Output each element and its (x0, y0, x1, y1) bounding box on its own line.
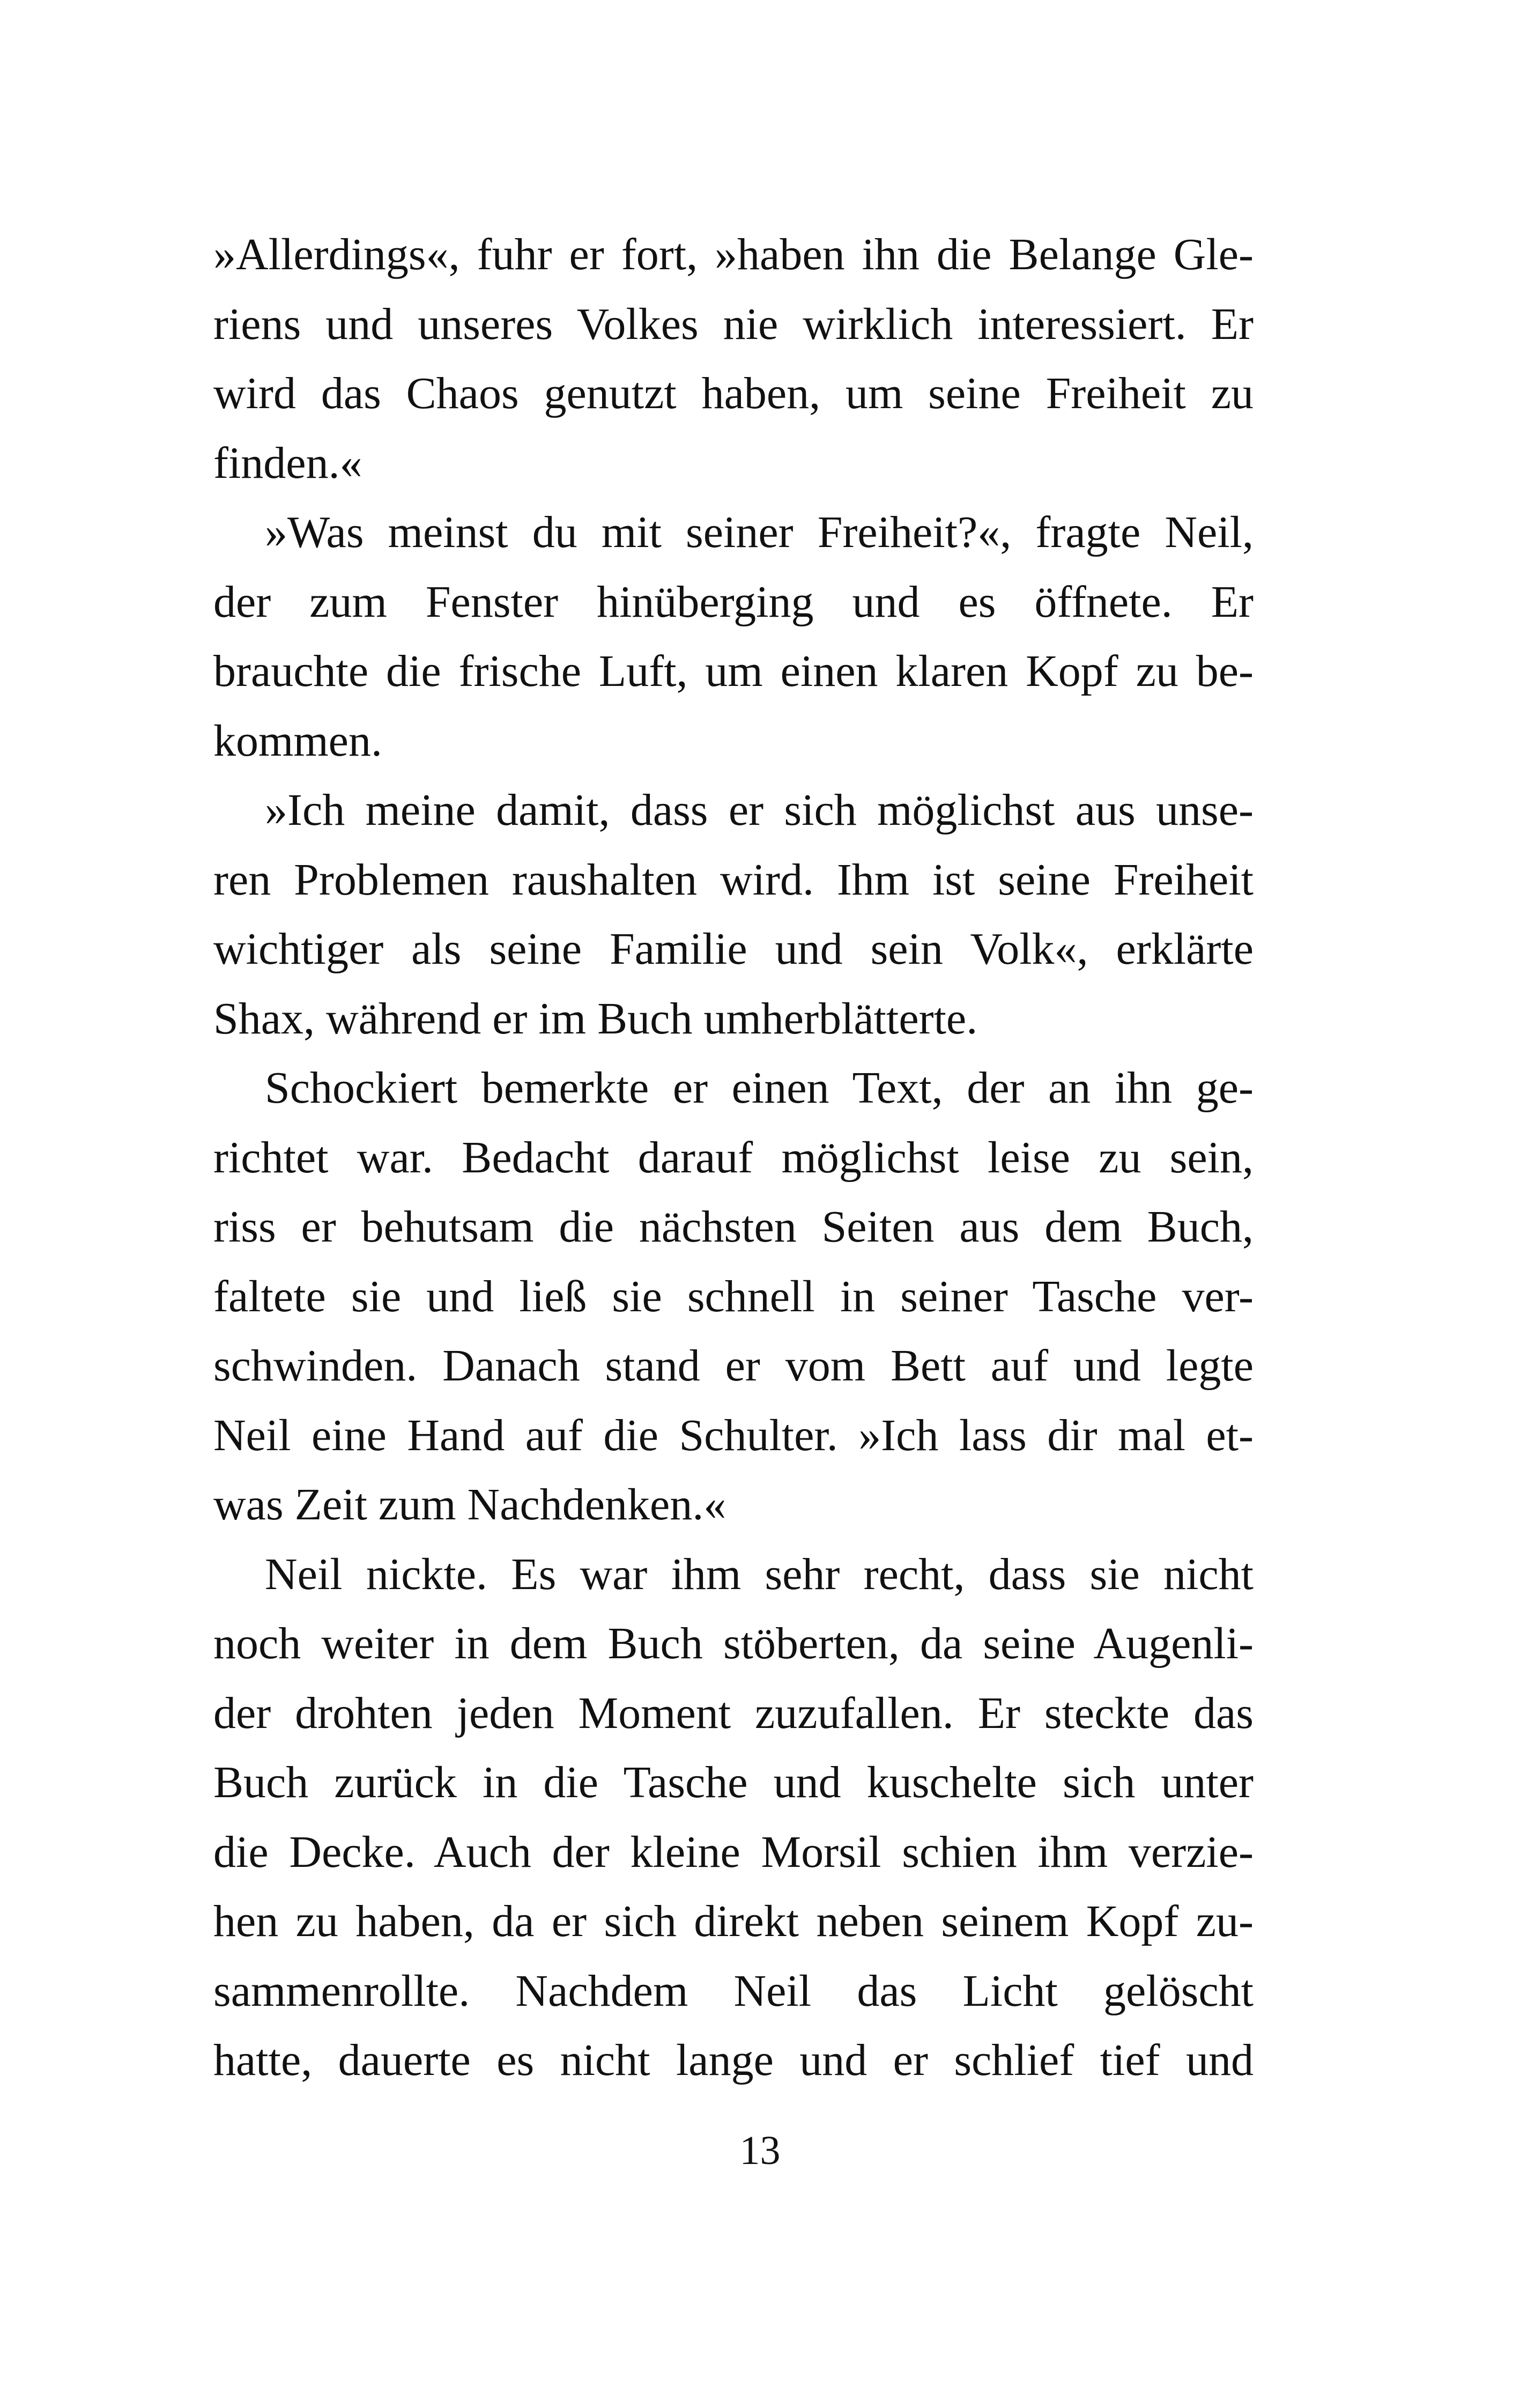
text-line: riens und unseres Volkes nie wirklich interessiert. Er (213, 299, 1254, 349)
text-line: richtet war. Bedacht darauf möglichst leise zu sein, (213, 1132, 1254, 1183)
text-line: »Allerdings«, fuhr er fort, »haben ihn die Belange Gle- (213, 230, 1254, 279)
text-line: faltete sie und ließ sie schnell in seiner Tasche ver- (213, 1271, 1254, 1321)
text-line: Buch zurück in die Tasche und kuschelte sich unter (213, 1757, 1254, 1807)
text-line: schwinden. Danach stand er vom Bett auf und legte (213, 1341, 1254, 1391)
text-line: sammenrollte. Nachdem Neil das Licht gelöscht (213, 1966, 1254, 2016)
text-line: Neil nickte. Es war ihm sehr recht, dass sie nicht (265, 1549, 1254, 1599)
text-line: der zum Fenster hinüberging und es öffnete. Er (213, 577, 1254, 627)
text-line: wichtiger als seine Familie und sein Volk«, erklärte (213, 924, 1254, 974)
text-line: was Zeit zum Nachdenken.« (213, 1480, 726, 1530)
page-number: 13 (739, 2128, 781, 2173)
text-line: finden.« (213, 438, 362, 488)
text-line: hen zu haben, da er sich direkt neben seinem Kopf zu- (213, 1896, 1254, 1946)
text-line: noch weiter in dem Buch stöberten, da seine Augenli- (213, 1619, 1254, 1668)
text-line: wird das Chaos genutzt haben, um seine Freiheit zu (213, 368, 1254, 418)
text-line: brauchte die frische Luft, um einen klaren Kopf zu be- (213, 646, 1254, 696)
text-line: Shax, während er im Buch umherblätterte. (213, 993, 978, 1044)
text-line: Schockiert bemerkte er einen Text, der an ihn ge- (265, 1063, 1254, 1113)
text-line: hatte, dauerte es nicht lange und er schlief tief und (213, 2035, 1254, 2085)
text-line: ren Problemen raushalten wird. Ihm ist seine Freiheit (213, 854, 1254, 905)
body-text (213, 220, 1254, 2095)
text-line: Neil eine Hand auf die Schulter. »Ich lass dir mal et- (213, 1410, 1254, 1460)
text-line: »Ich meine damit, dass er sich möglichst aus unse- (265, 785, 1254, 835)
text-line: »Was meinst du mit seiner Freiheit?«, fragte Neil, (265, 507, 1254, 557)
text-line: kommen. (213, 715, 382, 766)
text-line: der drohten jeden Moment zuzufallen. Er steckte das (213, 1688, 1254, 1738)
text-line: die Decke. Auch der kleine Morsil schien ihm verzie- (213, 1827, 1254, 1877)
text-line: riss er behutsam die nächsten Seiten aus dem Buch, (213, 1202, 1254, 1252)
